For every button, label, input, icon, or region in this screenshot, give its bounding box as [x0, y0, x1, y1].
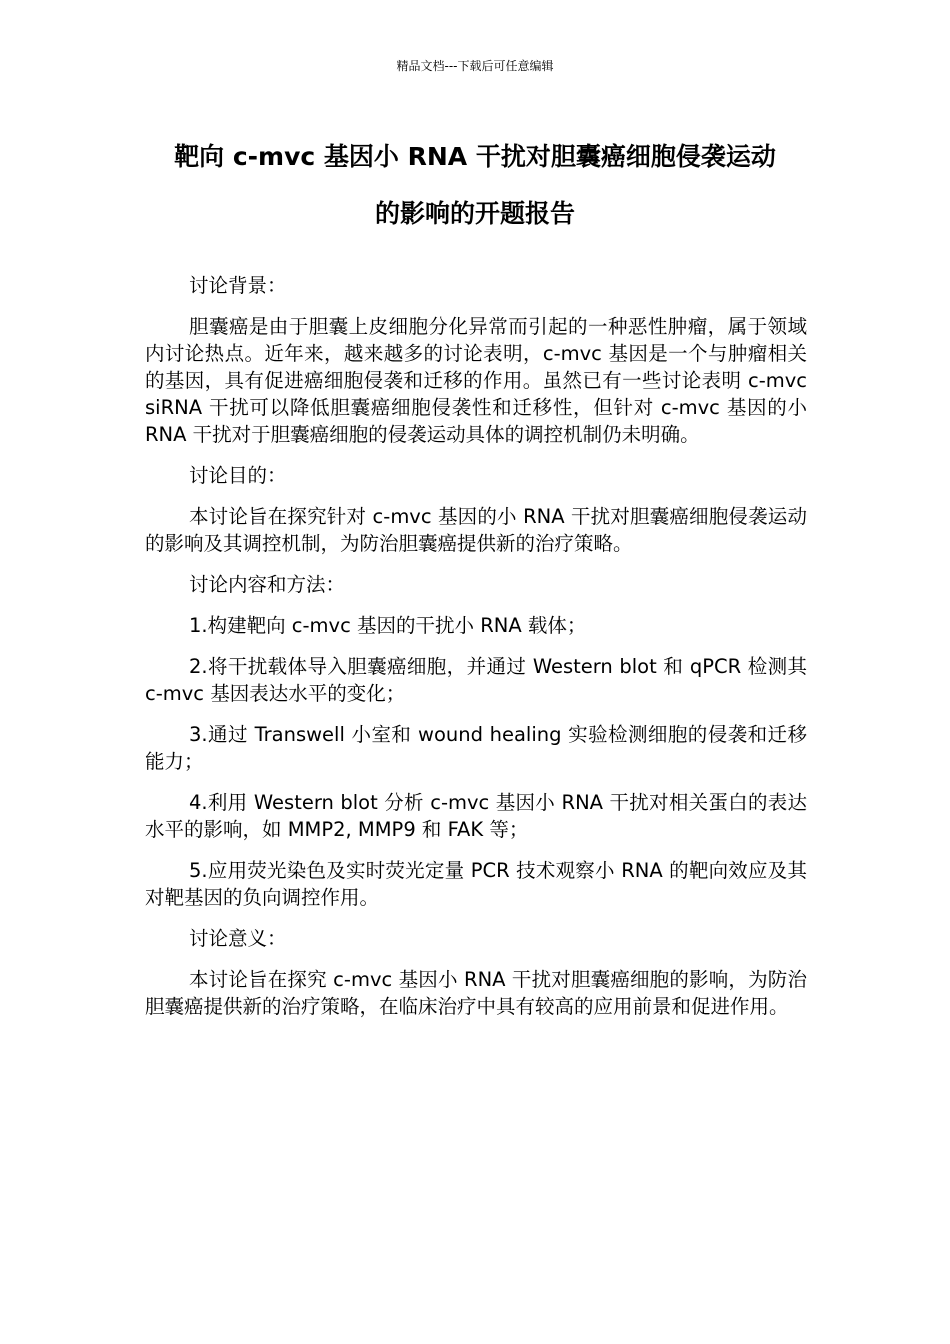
paragraph-background: 胆囊癌是由于胆囊上皮细胞分化异常而引起的一种恶性肿瘤，属于领域内讨论热点。近年来，越来越多的讨论表明，c-mvc 基因是一个与肿瘤相关的基因，具有促进癌细胞侵袭和迁移的作用。虽然已有一些讨论表明 c-mvc siRNA 干扰可以降低胆囊癌细胞侵袭性和迁移性，但针对 c-mvc 基因的小 RNA 干扰对于胆囊癌细胞的侵袭运动具体的调控机制仍未明确。: [145, 315, 807, 446]
paragraph-significance: 本讨论旨在探究 c-mvc 基因小 RNA 干扰对胆囊癌细胞的影响，为防治胆囊癌提供新的治疗策略，在临床治疗中具有较高的应用前景和促进作用。: [145, 968, 807, 1018]
section-heading-significance: 讨论意义：: [189, 927, 287, 950]
method-item-4: 4.利用 Western blot 分析 c-mvc 基因小 RNA 干扰对相关蛋白的表达水平的影响，如 MMP2, MMP9 和 FAK 等；: [145, 791, 807, 841]
method-item-3: 3.通过 Transwell 小室和 wound healing 实验检测细胞的侵袭和迁移能力；: [145, 723, 807, 773]
header-note: 精品文档---下载后可任意编辑: [396, 59, 554, 73]
section-heading-methods: 讨论内容和方法：: [189, 573, 346, 596]
title-line-1: 靶向 c-mvc 基因小 RNA 干扰对胆囊癌细胞侵袭运动: [174, 142, 776, 171]
method-item-2: 2.将干扰载体导入胆囊癌细胞，并通过 Western blot 和 qPCR 检测其 c-mvc 基因表达水平的变化；: [145, 655, 807, 705]
method-item-5: 5.应用荧光染色及实时荧光定量 PCR 技术观察小 RNA 的靶向效应及其对靶基因的负向调控作用。: [145, 859, 807, 909]
document-body: [145, 272, 807, 1034]
document-title: [145, 128, 805, 242]
section-heading-purpose: 讨论目的：: [189, 464, 287, 487]
method-item-1: 1.构建靶向 c-mvc 基因的干扰小 RNA 载体；: [189, 614, 587, 637]
title-line-2: 的影响的开题报告: [374, 199, 575, 228]
paragraph-purpose: 本讨论旨在探究针对 c-mvc 基因的小 RNA 干扰对胆囊癌细胞侵袭运动的影响及其调控机制，为防治胆囊癌提供新的治疗策略。: [145, 505, 807, 555]
section-heading-background: 讨论背景：: [189, 274, 287, 297]
